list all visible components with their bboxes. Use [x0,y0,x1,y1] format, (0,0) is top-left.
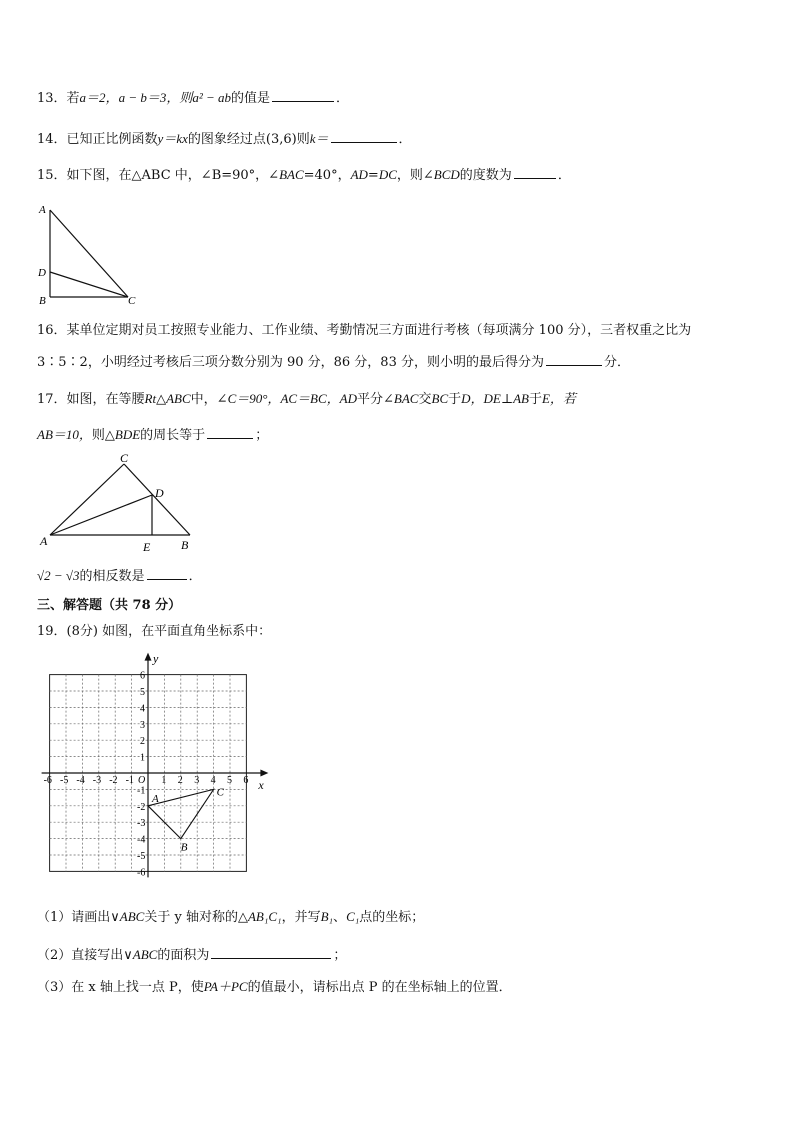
x-tick-label: -6 [43,775,52,786]
x-tick-label: 4 [210,775,216,786]
y-tick-label: 6 [140,670,145,682]
y-tick-label: 3 [140,719,145,731]
x-tick-label: -2 [109,775,118,786]
y-axis-label: y [153,651,159,666]
question-16-line-1: 16．某单位定期对员工按照专业能力、工作业绩、考勤情况三方面进行考核（每项满分 100 分），三者权重之比为 [37,323,692,338]
label-b: B [39,295,46,307]
y-tick-label: 5 [140,687,145,698]
y-tick-label: -1 [137,785,146,797]
label-a: A [39,204,46,216]
question-17-line-1: 17．如图，在等腰Rt△ABC中，∠C＝90°，AC＝BC，AD平分∠BAC交BC于D，DE⊥AB于E，若 [37,391,576,407]
point-label-a: A [152,792,159,805]
question-16-line-2: 3∶5∶2，小明经过考核后三项分数分别为 90 分，86 分，83 分，则小明的最后得分为 分． [37,355,630,370]
answer-blank-13[interactable] [272,89,334,102]
y-tick-label: -5 [137,851,146,862]
y-axis-arrow [145,653,152,661]
question-19-part-2: （2）直接写出∨ABC的面积为 ； [37,947,347,963]
y-tick-label: 1 [140,752,145,764]
figure-17-triangle [38,450,204,558]
x-tick-label: 3 [194,775,200,786]
question-13: 13．若a＝2，a − b＝3，则a² − ab的值是 ． [37,90,350,106]
answer-blank-15[interactable] [514,166,556,179]
y-tick-label: 4 [140,703,145,715]
question-18: √2 − √3的相反数是 ． [37,568,202,584]
label-b: B [181,538,189,552]
section-heading: 三、解答题（共 78 分） [37,598,182,613]
x-tick-label: -5 [60,775,69,786]
y-tick-label: 2 [140,736,145,748]
x-tick-label: -1 [125,775,134,786]
label-d: D [38,267,46,279]
x-axis-arrow [260,770,268,777]
answer-blank-18[interactable] [147,567,187,580]
question-19-part-3: （3）在 x 轴上找一点 P，使PA＋PC的值最小，请标出点 P 的在坐标轴上的位置． [37,979,512,995]
label-c: C [128,295,136,307]
label-c: C [120,451,129,465]
label-d: D [155,486,164,500]
answer-blank-17[interactable] [207,426,253,439]
x-tick-label: 5 [227,775,232,786]
y-tick-label: -4 [137,834,146,846]
coordinate-grid [36,651,268,887]
x-tick-label: -4 [76,775,85,786]
y-tick-label: -6 [137,867,146,879]
x-tick-label: 6 [243,775,249,786]
label-e: E [143,540,151,554]
point-label-b: B [180,841,188,854]
question-19-part-1: （1）请画出∨ABC关于 y 轴对称的△AB₁C₁，并写B₁、C₁点的坐标； [37,909,425,925]
x-tick-label: -3 [92,775,102,786]
answer-blank-19-2[interactable] [211,946,331,959]
question-14: 14．已知正比例函数y＝kx的图象经过点(3,6)则k＝ ． [37,131,412,147]
answer-blank-16[interactable] [546,353,602,366]
origin-label: O [138,775,146,786]
x-tick-label: 1 [161,775,167,786]
point-label-c: C [216,786,224,799]
figure-15-triangle [36,200,146,308]
question-19-intro: 19．(8分) 如图，在平面直角坐标系中： [37,624,272,639]
label-a: A [40,534,48,548]
question-17-line-2: AB＝10，则△BDE的周长等于 ； [37,427,269,443]
x-tick-label: 2 [177,775,183,786]
x-axis-label: x [258,778,264,792]
question-15: 15．如下图，在△ABC 中，∠B=90°，∠BAC=40°，AD=DC，则∠BCD的度数为 ． [37,167,571,183]
answer-blank-14[interactable] [331,130,397,143]
y-tick-label: -2 [137,801,146,813]
y-tick-label: -3 [137,818,146,830]
